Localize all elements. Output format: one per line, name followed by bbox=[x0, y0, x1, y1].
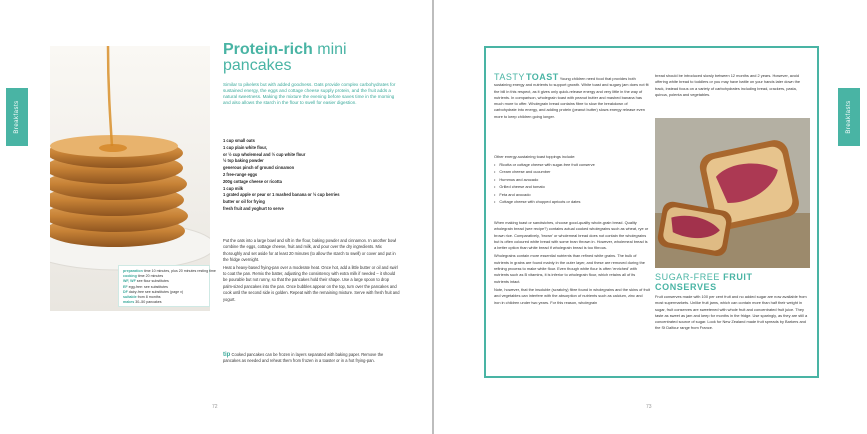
section-tab-right bbox=[838, 88, 860, 146]
topping-item: • Ricotta or cottage cheese with sugar-free fruit conserve bbox=[494, 161, 650, 168]
sf-heading-light: SUGAR-FREE bbox=[655, 272, 721, 282]
method-paragraph: Heat a heavy-based frying-pan over a moderate heat. Once hot, add a little butter or oil and swirl to coat the pan. Remix the batter, adjusting the consistency with extra milk if needed – it should be pourable but not runny, so that the pancakes hold their shape. Use a large spoon to drop palm-sized pancakes into the pan. Once bubbles appear on the top, turn over the pancakes and cook until the second side is golden. Repeat with the remaining mixture. Serve with fresh fruit and yogurt. bbox=[223, 264, 400, 302]
info-line bbox=[123, 300, 205, 305]
toast-illustration bbox=[655, 118, 810, 268]
ingredient-item: 2 free-range eggs bbox=[223, 171, 258, 177]
toast-paragraph: Wholegrains contain more essential nutrients than refined white grains. The bulk of nutrients in grains are found mainly in the outer layer, and these are removed during the refining process to make white flour. Even though white flour is often 'enriched' with nutrients such as B vitamins, it is inferior to wholegrain flour, which retains all of its nutrients intact. bbox=[494, 253, 645, 284]
ingredient-item: fresh fruit and yoghurt to serve bbox=[223, 205, 284, 211]
info-key: DF bbox=[123, 289, 128, 294]
tip-text: Cooked pancakes can be frozen in layers separated with baking paper. Remove the pancakes as needed and reheat them from frozen in a toaster or in a hot frying-pan. bbox=[223, 352, 384, 364]
info-value: egg-free: see substitutes bbox=[127, 284, 168, 289]
ingredient-list bbox=[223, 138, 400, 213]
sf-heading-bold1: FRUIT bbox=[723, 272, 753, 282]
recipe-method bbox=[223, 238, 400, 304]
page-number-right: 73 bbox=[646, 404, 652, 410]
toast-intro bbox=[494, 74, 650, 120]
ingredient-item: 1 grated apple or pear or 1 mashed banana or ½ cup berries bbox=[223, 192, 340, 198]
info-value: time 20 minutes bbox=[136, 274, 164, 279]
recipe-title bbox=[223, 42, 408, 74]
method-paragraph: Put the oats into a large bowl and sift in the flour, baking powder and cinnamon. In another bowl combine the eggs, cottage cheese, fruit and milk, and pour over the dry ingredients. Mix thoroughly and set aside for at least 20 minutes (to allow the starch to swell) or cover and put in the fridge overnight. bbox=[223, 238, 397, 263]
recipe-title-light: mini pancakes bbox=[223, 41, 347, 74]
toppings-title: Other energy-sustaining toast toppings include: bbox=[494, 154, 576, 159]
sugar-free-text: Fruit conserves made with 100 per cent fruit and no added sugar are now available from most supermarkets. Unlike fruit jams, which can contain more than half their weight in sugar, fruit conserves are sweetened with whole fruit and concentrated fruit juice. They taste as sweet as jam and keep for months in the fridge. Use sparingly, as they are still a concentrated source of sugar. Look for New Zealand made fruit spreads by Barkers and the St Dalfour range from France. bbox=[655, 294, 808, 331]
topping-item: • Grilled cheese and tomato bbox=[494, 183, 650, 190]
ingredient-item: 1 cup plain white flour, bbox=[223, 144, 268, 150]
tip-label: tip bbox=[223, 352, 231, 358]
info-value: 30–50 pancakes bbox=[134, 300, 162, 305]
sugar-free-heading bbox=[655, 273, 810, 292]
info-key: suitable bbox=[123, 295, 137, 300]
toast-heading-light: TASTY bbox=[494, 72, 525, 82]
info-key: WF, WF bbox=[123, 279, 136, 284]
ingredient-item: 1 cup small oats bbox=[223, 138, 255, 143]
topping-item: • Cottage cheese with chopped apricots or dates bbox=[494, 198, 650, 205]
topping-item: • Hummus and avocado bbox=[494, 176, 650, 183]
section-tab-label: Breakfasts bbox=[14, 100, 20, 134]
section-tab-left bbox=[6, 88, 28, 146]
info-value: from 8 months bbox=[136, 295, 161, 300]
topping-item: • Feta and avocado bbox=[494, 191, 650, 198]
topping-item: • Cream cheese and cucumber bbox=[494, 168, 650, 175]
info-key: EF bbox=[123, 284, 128, 289]
toast-photo bbox=[655, 118, 810, 268]
sf-heading-bold2: CONSERVES bbox=[655, 281, 717, 292]
ingredient-item: 1 cup milk bbox=[223, 185, 244, 191]
toppings-list bbox=[494, 161, 650, 205]
toast-intro-text: Young children need food that provides both sustaining energy and nutrients to support growth. White toast and sugary jam does not fit the bill in this respect, as it gives only quick-release energy and very little in the way of nutrients. In comparison, wholegrain toast with peanut butter and mashed banana has much more to offer. Wholegrain bread contains fibre to slow the breakdown of carbohydrate into energy, and adding protein (peanut butter) slows energy release even more to keep children going longer. bbox=[494, 76, 649, 119]
ingredient-item: ½ tsp baking powder bbox=[223, 158, 264, 164]
info-key: makes bbox=[123, 300, 135, 305]
recipe-title-bold: Protein-rich bbox=[223, 41, 313, 58]
info-value: see flour substitutes bbox=[135, 279, 169, 284]
ingredient-item: 200g cottage cheese or ricotta bbox=[223, 178, 282, 184]
section-tab-label: Breakfasts bbox=[846, 100, 852, 134]
right-page bbox=[434, 0, 867, 434]
toast-heading-bold: TOAST bbox=[525, 72, 559, 82]
recipe-tip bbox=[223, 352, 400, 365]
info-key: preparation bbox=[123, 269, 143, 273]
toast-paragraph: Note, however, that the insoluble (scratchy) fibre found in wholegrains and the skins of fruit and vegetables can interfere with the absorption of nutrients such as calcium, zinc and iron in children under two years. For this reason, wholegrain bbox=[494, 286, 650, 305]
info-value: time 10 minutes, plus 20 minutes resting time bbox=[142, 269, 216, 273]
info-value: dairy-free see substitutes (page x) bbox=[127, 289, 184, 294]
ingredient-item: generous pinch of ground cinnamon bbox=[223, 165, 295, 171]
page-number-left: 72 bbox=[212, 404, 218, 410]
info-key: cooking bbox=[123, 274, 137, 279]
ingredient-item: or ½ cup wholemeal and ½ cup white flour bbox=[223, 151, 306, 157]
left-page bbox=[0, 0, 432, 434]
toast-paragraph: When making toast or sandwiches, choose good-quality whole-grain bread. Quality wholegrain bread (see recipe?) contains actual cooked wholegrains such as wheat, rye or brown rice. Comparatively, 'brown' or wholemeal bread does not contain the wholegrains but is often coloured white bread with some bran thrown in. However, wholemeal bread is a better option than white bread if wholegrain bread is too fibrous. bbox=[494, 220, 649, 251]
toast-body bbox=[494, 220, 650, 308]
recipe-info-box bbox=[118, 265, 216, 307]
ingredient-item: butter or oil for frying bbox=[223, 199, 265, 205]
recipe-intro: Similar to pikelets but with added goodness. Oats provide complex carbohydrates for sustained energy, the eggs and cottage cheese supply protein, and the fruit adds a natural sweetness. Making the mixture the evening before saves time in the morning and also allows the starch in the flour to swell for easier digestion. bbox=[223, 82, 396, 106]
bread-continuation: bread should be introduced slowly between 12 months and 2 years. However, avoid offering white bread to toddlers or you may have battle on your hands later down the track, instead focus on a variety of carbohydrates including bread, crackers, pasta, quinoa, polenta and vegetables. bbox=[655, 73, 801, 97]
